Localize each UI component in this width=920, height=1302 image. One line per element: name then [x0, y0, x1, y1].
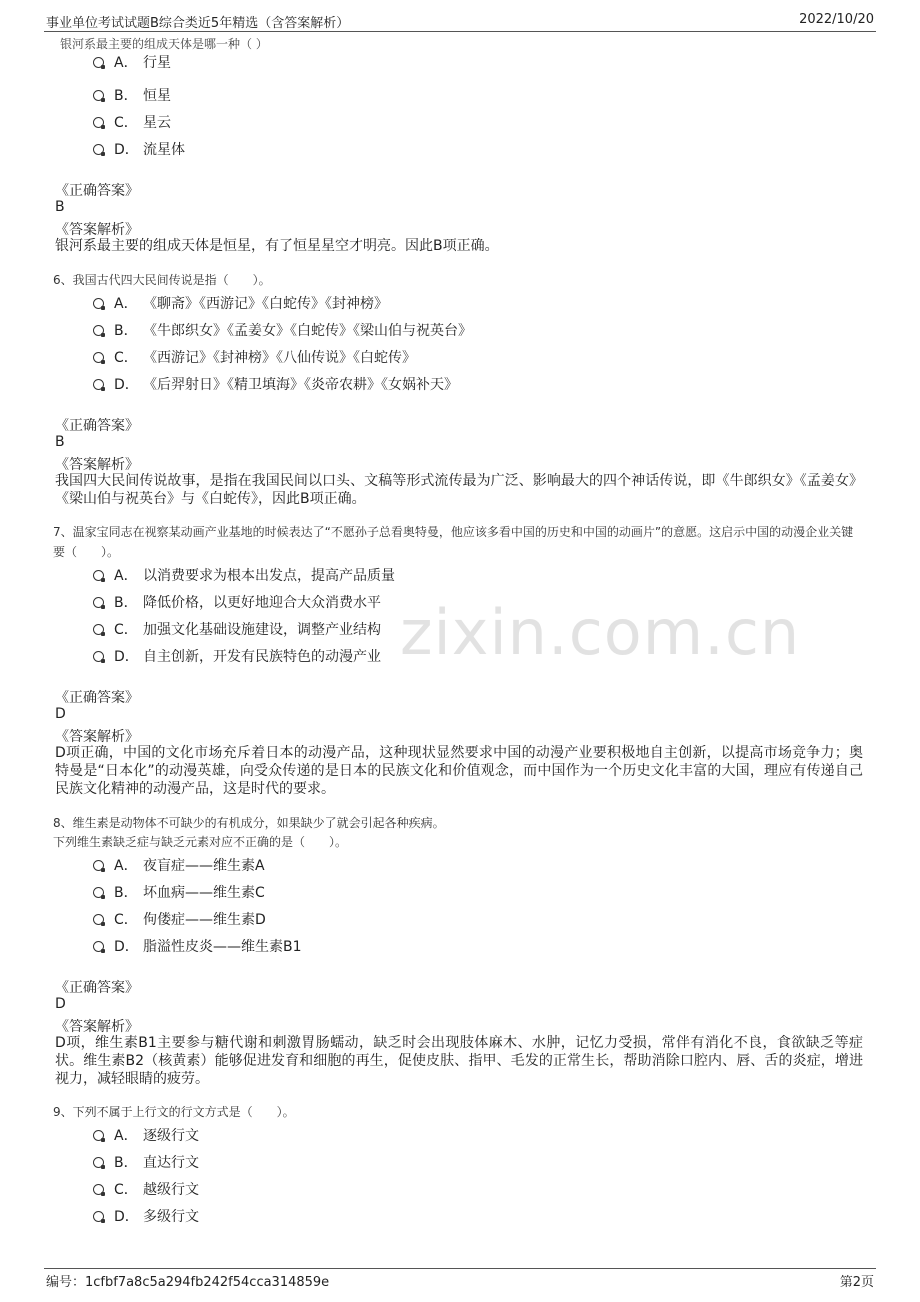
- radio-icon[interactable]: [93, 1211, 104, 1222]
- radio-icon[interactable]: [93, 90, 104, 101]
- q9-question: 9、下列不属于上行文的行文方式是（ ）。: [53, 1105, 295, 1119]
- radio-icon[interactable]: [93, 352, 104, 363]
- radio-icon[interactable]: [93, 624, 104, 635]
- q7-analysis: D项正确，中国的文化市场充斥着日本的动漫产品，这种现状显然要求中国的动漫产业要积极地自主创新，以提高市场竞争力；奥特曼是“日本化”的动漫英雄，向受众传递的是日本的民族文化和价值观念，而中国作为一个历史文化丰富的大国，理应有传递自己民族文化精神的动漫产品，这是时代的要求。: [55, 745, 863, 797]
- radio-icon[interactable]: [93, 325, 104, 336]
- q8-analysis: D项，维生素B1主要参与糖代谢和刺激胃肠蠕动，缺乏时会出现肢体麻木、水肿，记忆力受损，常伴有消化不良，食欲缺乏等症状。维生素B2（核黄素）能够促进发育和细胞的再生，促使皮肤、指甲、毛发的正常生长，帮助消除口腔内、唇、舌的炎症，增进视力，减轻眼睛的疲劳。: [55, 1035, 863, 1087]
- cut-off-question-text: 银河系最主要的组成天体是哪一种（ ）: [60, 37, 268, 51]
- radio-icon[interactable]: [93, 941, 104, 952]
- q5-analysis: 银河系最主要的组成天体是恒星，有了恒星星空才明亮。因此B项正确。: [55, 238, 499, 254]
- q6-question: 6、我国古代四大民间传说是指（ ）。: [53, 273, 271, 287]
- q8-answer: D: [55, 996, 66, 1012]
- q7-question: 7、温家宝同志在视察某动画产业基地的时候表达了“不愿孙子总看奥特曼，他应该多看中国的历史和中国的动画片”的意愿。这启示中国的动漫企业关键要（ ）。: [53, 525, 854, 559]
- q7-analysis-label: 《答案解析》: [55, 729, 139, 745]
- q6-analysis: 我国四大民间传说故事，是指在我国民间以口头、文稿等形式流传最为广泛、影响最大的四个神话传说，即《牛郎织女》《孟姜女》《梁山伯与祝英台》与《白蛇传》，因此B项正确。: [55, 473, 863, 507]
- q6-correct-answer-label: 《正确答案》: [55, 418, 139, 434]
- radio-icon[interactable]: [93, 57, 104, 68]
- document-header-date: 2022/10/20: [799, 12, 874, 27]
- q6-analysis-label: 《答案解析》: [55, 457, 139, 473]
- q5-correct-answer-label: 《正确答案》: [55, 183, 139, 199]
- radio-icon[interactable]: [93, 1157, 104, 1168]
- watermark: zixin.com.cn: [400, 596, 801, 669]
- q7-answer: D: [55, 706, 66, 722]
- q8-question-line2: 下列维生素缺乏症与缺乏元素对应不正确的是（ ）。: [53, 835, 348, 849]
- radio-icon[interactable]: [93, 1184, 104, 1195]
- document-code: 编号：1cfbf7a8c5a294fb242f54cca314859e: [46, 1275, 330, 1290]
- radio-icon[interactable]: [93, 298, 104, 309]
- radio-icon[interactable]: [93, 1130, 104, 1141]
- header-divider: [44, 31, 876, 32]
- q5-answer: B: [55, 199, 65, 215]
- radio-icon[interactable]: [93, 117, 104, 128]
- radio-icon[interactable]: [93, 860, 104, 871]
- radio-icon[interactable]: [93, 144, 104, 155]
- radio-icon[interactable]: [93, 570, 104, 581]
- q8-analysis-label: 《答案解析》: [55, 1019, 139, 1035]
- footer-divider: [44, 1268, 876, 1269]
- radio-icon[interactable]: [93, 597, 104, 608]
- radio-icon[interactable]: [93, 887, 104, 898]
- radio-icon[interactable]: [93, 651, 104, 662]
- page-number: 第2页: [839, 1275, 874, 1290]
- q5-analysis-label: 《答案解析》: [55, 222, 139, 238]
- radio-icon[interactable]: [93, 914, 104, 925]
- document-header-title: 事业单位考试试题B综合类近5年精选（含答案解析）: [46, 16, 350, 31]
- q8-question-line1: 8、维生素是动物体不可缺少的有机成分，如果缺少了就会引起各种疾病。: [53, 816, 445, 830]
- q7-correct-answer-label: 《正确答案》: [55, 690, 139, 706]
- q8-correct-answer-label: 《正确答案》: [55, 980, 139, 996]
- q6-answer: B: [55, 434, 65, 450]
- radio-icon[interactable]: [93, 379, 104, 390]
